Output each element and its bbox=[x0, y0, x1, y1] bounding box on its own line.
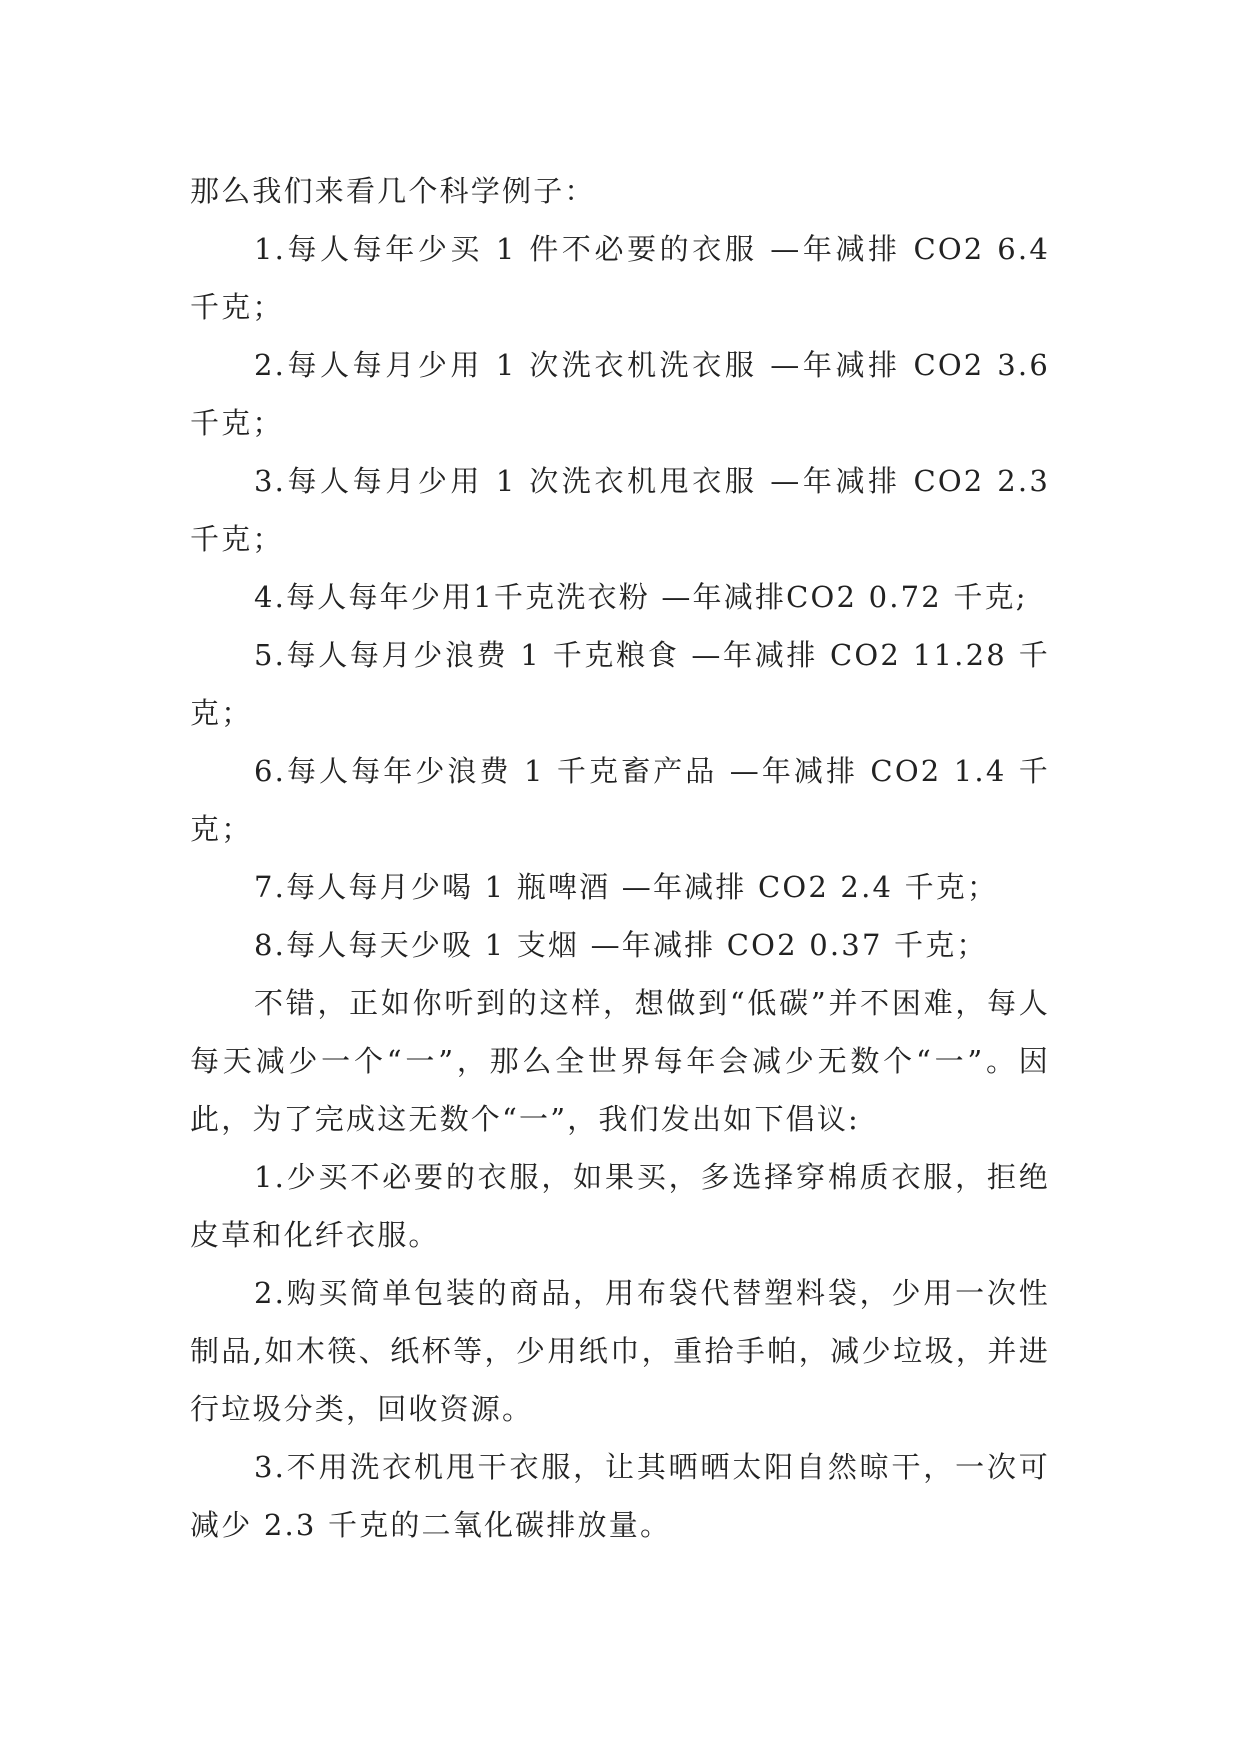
example-item: 3.每人每月少用 1 次洗衣机甩衣服 —年减排 CO2 2.3 千克； bbox=[190, 464, 1050, 556]
example-item: 6.每人每年少浪费 1 千克畜产品 —年减排 CO2 1.4 千克； bbox=[190, 754, 1050, 846]
summary-paragraph: 不错，正如你听到的这样，想做到“低碳”并不困难，每人每天减少一个“一”，那么全世界每年会减少无数个“一”。因此，为了完成这无数个“一”，我们发出如下倡议: bbox=[190, 986, 1050, 1136]
proposal-item: 1.少买不必要的衣服，如果买，多选择穿棉质衣服，拒绝皮草和化纤衣服。 bbox=[190, 1160, 1050, 1252]
proposal-item: 2.购买简单包装的商品，用布袋代替塑料袋，少用一次性制品,如木筷、纸杯等，少用纸巾，重拾手帕，减少垃圾，并进行垃圾分类，回收资源。 bbox=[190, 1276, 1050, 1426]
example-item: 1.每人每年少买 1 件不必要的衣服 —年减排 CO2 6.4 千克； bbox=[190, 232, 1050, 324]
example-item: 2.每人每月少用 1 次洗衣机洗衣服 —年减排 CO2 3.6 千克； bbox=[190, 348, 1050, 440]
example-item: 8.每人每天少吸 1 支烟 —年减排 CO2 0.37 千克； bbox=[254, 928, 988, 962]
example-item: 4.每人每年少用1千克洗衣粉 —年减排CO2 0.72 千克; bbox=[254, 580, 1028, 614]
document-body bbox=[190, 162, 1050, 1554]
intro-paragraph: 那么我们来看几个科学例子： bbox=[190, 174, 596, 208]
example-item: 5.每人每月少浪费 1 千克粮食 —年减排 CO2 11.28 千克； bbox=[190, 638, 1050, 730]
proposal-item: 3.不用洗衣机甩干衣服，让其晒晒太阳自然晾干，一次可减少 2.3 千克的二氧化碳排放量。 bbox=[190, 1450, 1050, 1542]
example-item: 7.每人每月少喝 1 瓶啤酒 —年减排 CO2 2.4 千克； bbox=[254, 870, 999, 904]
